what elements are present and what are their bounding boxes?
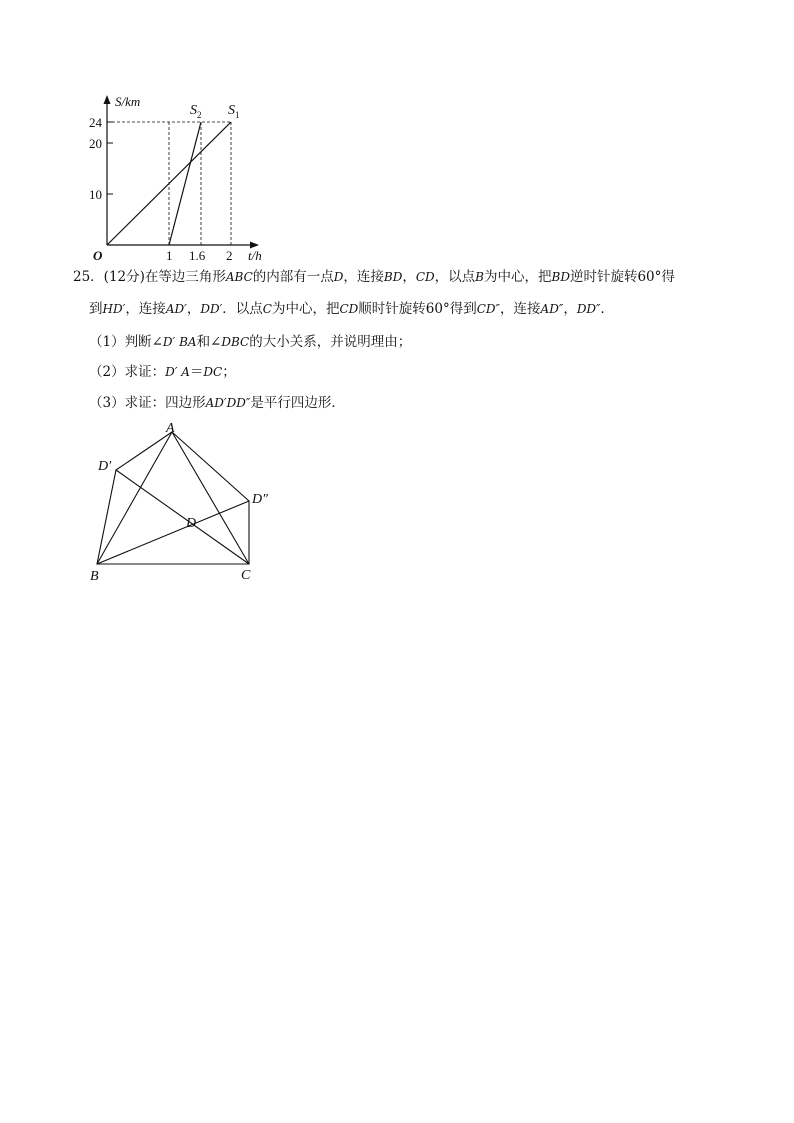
label-D: D xyxy=(186,516,197,531)
label-A: A xyxy=(166,421,175,436)
segment-AC xyxy=(172,432,249,564)
x-tick-1-6: 1.6 xyxy=(189,248,206,263)
question-3: （3）求证：四边形AD′DD″是平行四边形． xyxy=(89,395,345,411)
problem-25-line-1: 25．(12分)在等边三角形ABC的内部有一点D，连接BD，CD，以点B为中心，把BD逆时针旋转60°得 xyxy=(73,269,675,285)
problem-number: 25．(12分) xyxy=(73,269,145,285)
segment-AB xyxy=(97,432,172,564)
geometry-figure xyxy=(85,418,285,586)
segment-AD1 xyxy=(116,432,172,470)
question-1: （1）判断∠D′ BA和∠DBC的大小关系，并说明理由； xyxy=(89,334,412,350)
line-s1 xyxy=(107,122,231,245)
label-C: C xyxy=(241,568,251,583)
x-tick-1: 1 xyxy=(166,248,173,263)
problem-25-line-2: 到HD′，连接AD′，DD′．以点C为中心，把CD顺时针旋转60°得到CD″，连接AD″，DD″． xyxy=(89,301,615,317)
line-s2-label: $S_2$ xyxy=(190,103,202,120)
distance-time-graph xyxy=(85,92,270,264)
label-D-double-prime: D″ xyxy=(252,492,268,507)
line-s1-label: $S_1$ xyxy=(228,103,240,120)
line-s2 xyxy=(169,122,201,245)
y-tick-20: 20 xyxy=(89,136,102,151)
x-tick-2: 2 xyxy=(226,248,233,263)
y-axis-arrow xyxy=(104,95,111,104)
y-axis-label: S/km xyxy=(115,94,141,109)
x-axis-label: t/h xyxy=(248,248,262,263)
segment-D1C xyxy=(116,470,249,564)
origin-label: O xyxy=(93,248,103,263)
label-B: B xyxy=(90,569,99,584)
y-tick-24: 24 xyxy=(89,115,102,130)
segment-AD2 xyxy=(172,432,249,501)
segment-BD1 xyxy=(97,470,116,564)
label-D-prime: D′ xyxy=(98,459,112,474)
y-tick-10: 10 xyxy=(89,187,102,202)
question-2: （2）求证：D′ A＝DC； xyxy=(89,364,236,380)
